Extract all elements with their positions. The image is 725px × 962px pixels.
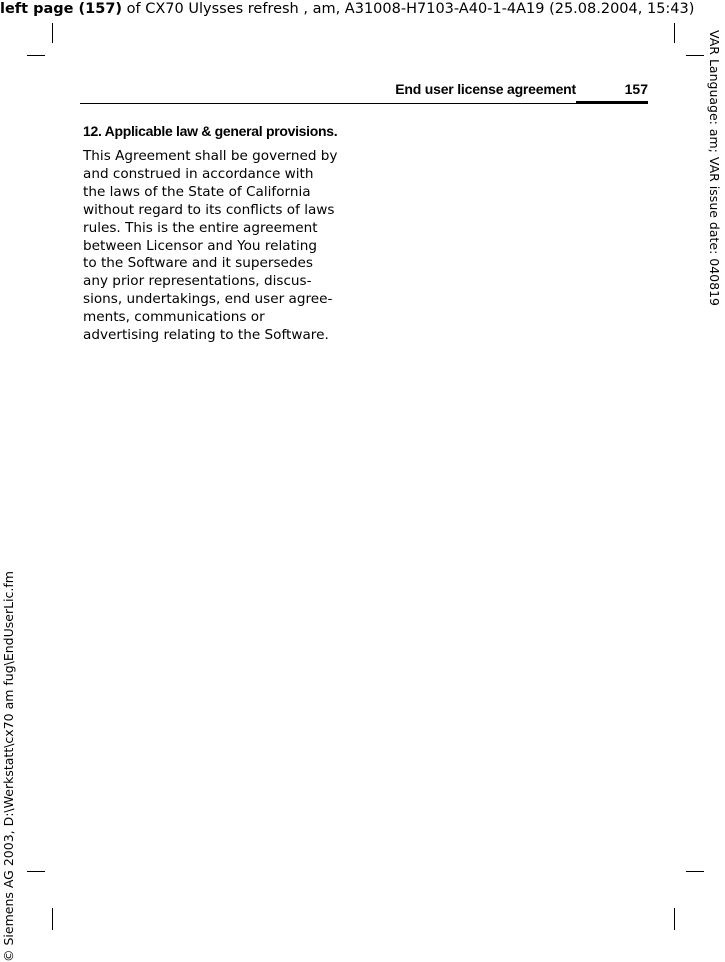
section-body bbox=[83, 148, 358, 345]
header-rule bbox=[80, 103, 648, 104]
body-line: sions, undertakings, end user agree- bbox=[83, 291, 333, 308]
banner-page-label: left page (157) bbox=[0, 1, 123, 17]
page-number: 157 bbox=[624, 81, 648, 97]
crop-mark bbox=[27, 871, 45, 872]
header-rule-accent bbox=[576, 101, 648, 104]
side-copyright-path: © Siemens AG 2003, D:\Werkstatt\cx70 am fug\EndUserLic.fm bbox=[1, 571, 16, 962]
body-line: to the Software and it supersedes bbox=[83, 255, 313, 272]
crop-mark bbox=[52, 908, 53, 930]
crop-mark bbox=[674, 908, 675, 930]
crop-mark bbox=[674, 23, 675, 43]
body-line: without regard to its conflicts of laws bbox=[83, 201, 335, 218]
body-line: advertising relating to the Software. bbox=[83, 327, 329, 344]
crop-mark bbox=[686, 871, 704, 872]
body-line: any prior representations, discus- bbox=[83, 273, 312, 290]
crop-mark bbox=[686, 55, 704, 56]
section-heading: 12. Applicable law & general provisions. bbox=[83, 123, 338, 139]
crop-mark bbox=[27, 55, 45, 56]
running-header-title: End user license agreement bbox=[395, 81, 576, 97]
crop-mark bbox=[52, 23, 53, 43]
body-line: and construed in accordance with bbox=[83, 165, 314, 182]
body-line: rules. This is the entire agreement bbox=[83, 219, 318, 236]
body-line: between Licensor and You relating bbox=[83, 237, 317, 254]
banner-file-info: of CX70 Ulysses refresh , am, A31008-H7103-A40-1-4A19 (25.08.2004, 15:43) bbox=[122, 1, 695, 17]
body-line: This Agreement shall be governed by bbox=[83, 148, 338, 164]
top-banner bbox=[0, 0, 725, 18]
body-line: ments, communications or bbox=[83, 309, 265, 326]
side-language-note: VAR Language: am; VAR issue date: 040819 bbox=[707, 30, 722, 306]
body-line: the laws of the State of California bbox=[83, 183, 311, 200]
